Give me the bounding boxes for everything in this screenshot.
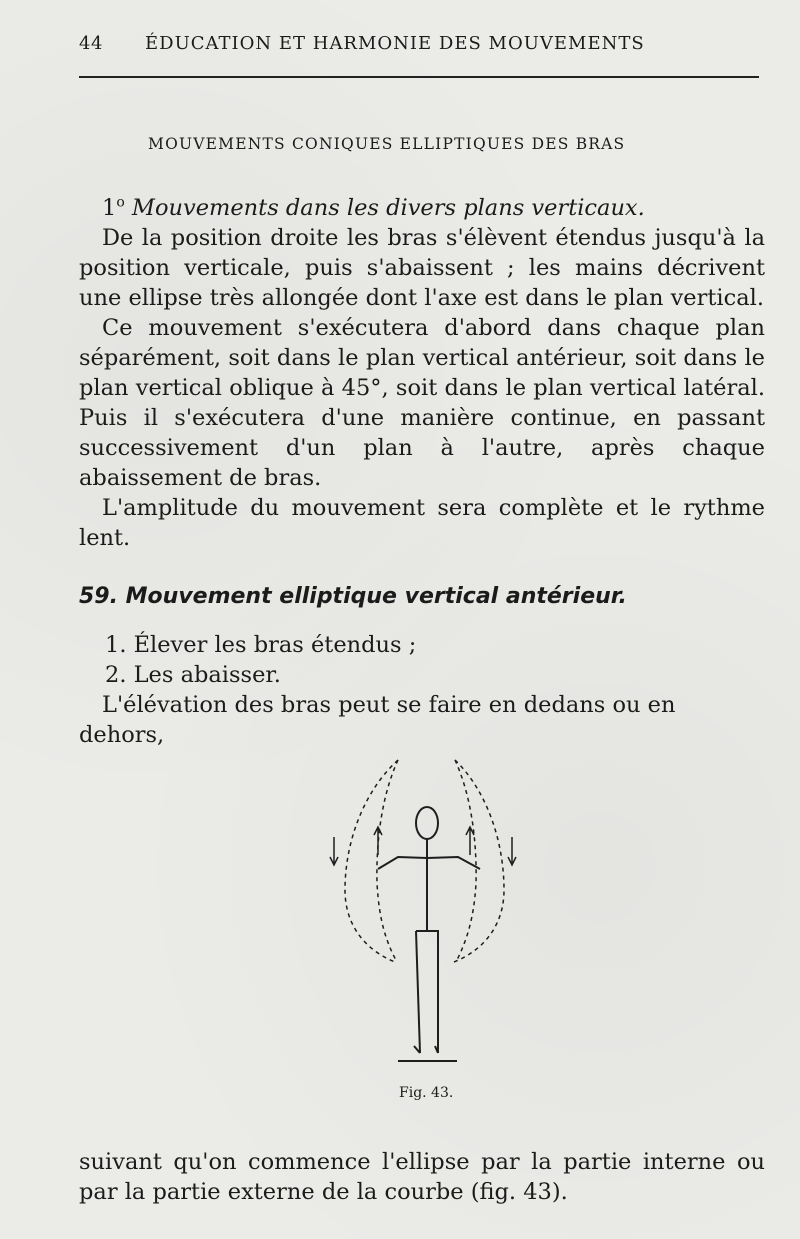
section-title: MOUVEMENTS CONIQUES ELLIPTIQUES DES BRAS bbox=[148, 135, 626, 153]
intro-block bbox=[79, 193, 765, 553]
page-number: 44 bbox=[79, 33, 103, 54]
continuation-block bbox=[79, 1147, 765, 1207]
right-up-arrow bbox=[466, 827, 474, 855]
subhead-ordinal: o bbox=[116, 194, 125, 211]
stick-figure bbox=[378, 807, 480, 1061]
figure-head bbox=[416, 807, 438, 839]
right-down-arrow bbox=[508, 837, 516, 865]
step-1: 1. Élever les bras étendus ; bbox=[105, 632, 417, 658]
left-down-arrow bbox=[330, 837, 338, 865]
header-rule bbox=[79, 76, 759, 78]
figure-legs bbox=[414, 931, 438, 1053]
step-2: 2. Les abaisser. bbox=[105, 662, 281, 688]
figure-arms bbox=[378, 857, 480, 869]
right-outer-arc bbox=[454, 760, 504, 962]
subhead bbox=[79, 193, 765, 223]
exercise-number: 59. bbox=[79, 584, 118, 609]
running-head bbox=[79, 30, 759, 60]
continuation-paragraph: suivant qu'on commence l'ellipse par la partie interne ou par la partie externe de la courbe (fig. 43). bbox=[79, 1149, 765, 1205]
subhead-text: Mouvements dans les divers plans verticaux. bbox=[131, 195, 645, 221]
subhead-number: 1 bbox=[102, 195, 117, 221]
exercise-heading bbox=[79, 584, 627, 609]
left-inner-arc bbox=[377, 760, 398, 962]
paragraph-1: De la position droite les bras s'élèvent étendus jusqu'à la position verticale, puis s'abaissent ; les mains décrivent une ellipse très allongée dont l'axe est dans le plan vertical. bbox=[79, 225, 765, 311]
paragraph-2: Ce mouvement s'exécutera d'abord dans chaque plan séparément, soit dans le plan vertical antérieur, soit dans le plan vertical oblique à 45°, soit dans le plan vertical latéral. Puis il s'exécutera d'une manière continue, en passant successivement d'un plan à l'autre, après chaque abaissement de bras. bbox=[79, 315, 765, 491]
left-up-arrow bbox=[374, 827, 382, 855]
exercise-title: Mouvement elliptique vertical antérieur. bbox=[125, 584, 627, 609]
running-title: ÉDUCATION ET HARMONIE DES MOUVEMENTS bbox=[145, 33, 645, 54]
exercise-steps bbox=[79, 630, 765, 750]
figure-caption: Fig. 43. bbox=[399, 1085, 454, 1101]
exercise-paragraph: L'élévation des bras peut se faire en dedans ou en dehors, bbox=[79, 692, 676, 748]
figure-43-illustration bbox=[320, 745, 530, 1075]
direction-arrows bbox=[330, 827, 516, 865]
paragraph-3: L'amplitude du mouvement sera complète et le rythme lent. bbox=[79, 495, 765, 551]
